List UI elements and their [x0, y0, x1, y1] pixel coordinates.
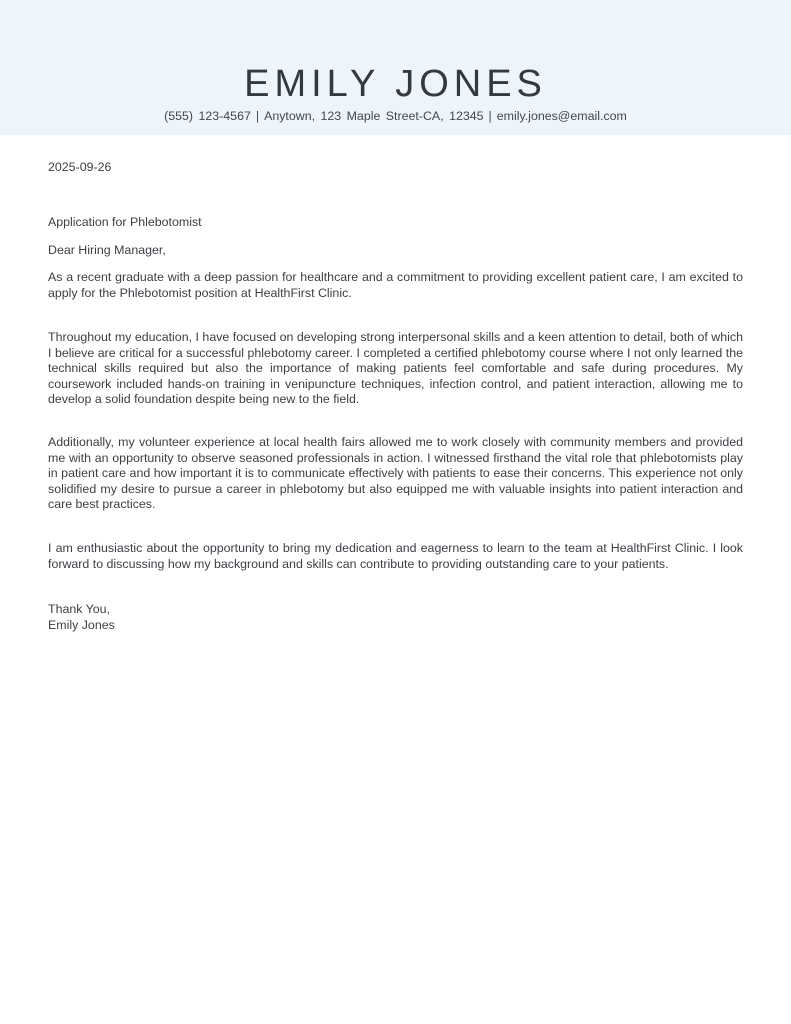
header-banner: [0, 0, 791, 135]
letter-closing: Thank You,: [48, 602, 111, 616]
letter-date: 2025-09-26: [48, 160, 112, 174]
letter-salutation: Dear Hiring Manager,: [48, 243, 166, 257]
contact-separator: |: [488, 109, 492, 123]
contact-email: emily.jones@email.com: [496, 109, 627, 123]
letter-signature: Emily Jones: [48, 618, 115, 632]
letter-subject: Application for Phlebotomist: [48, 215, 202, 229]
contact-separator: |: [255, 109, 260, 123]
letter-paragraph-2: Throughout my education, I have focused on developing strong interpersonal skills and a keen attention to detail, both of which I believe are critical for a successful phlebotomy career. I completed a certified phlebotomy course where I not only learned the technical skills required but also the importance of making patients feel comfortable and safe during procedures. My coursework included hands-on training in venipuncture techniques, infection control, and patient interaction, allowing me to develop a solid foundation despite being new to the field.: [48, 330, 743, 406]
contact-phone: (555) 123-4567: [164, 109, 251, 123]
letter-paragraph-1: As a recent graduate with a deep passion for healthcare and a commitment to providing excellent patient care, I am excited to apply for the Phlebotomist position at HealthFirst Clinic.: [48, 270, 743, 300]
contact-address: Anytown, 123 Maple Street-CA, 12345: [264, 109, 484, 123]
letter-paragraph-4: I am enthusiastic about the opportunity to bring my dedication and eagerness to learn to the team at HealthFirst Clinic. I look forward to discussing how my background and skills can contribute to providing outstanding care to your patients.: [48, 541, 743, 571]
letter-paragraph-3: Additionally, my volunteer experience at local health fairs allowed me to work closely with community members and provided me with an opportunity to observe seasoned professionals in action. I witnessed firsthand the vital role that phlebotomists play in patient care and how important it is to communicate effectively with patients to ease their concerns. This experience not only solidified my desire to pursue a career in phlebotomy but also equipped me with valuable insights into patient interaction and care best practices.: [48, 435, 743, 511]
contact-line: [0, 108, 791, 124]
applicant-name: EMILY JONES: [244, 63, 547, 105]
